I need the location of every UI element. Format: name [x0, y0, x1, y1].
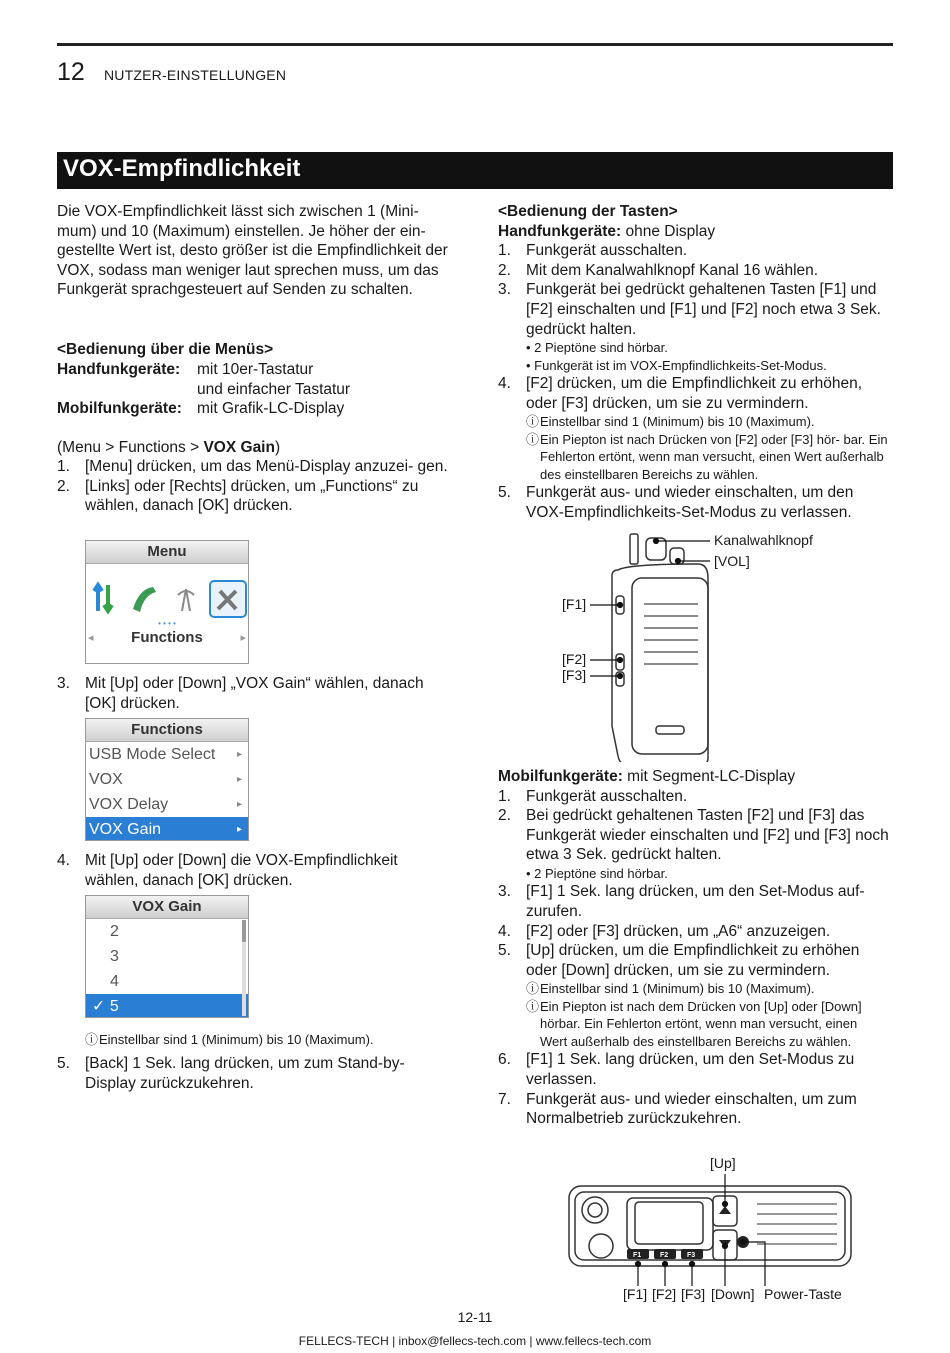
left-column: [57, 202, 449, 516]
label-up: [Up]: [710, 1155, 736, 1171]
step-number: 3.: [498, 883, 511, 901]
mobile-radio-illustration: [565, 1174, 855, 1290]
step-text: [F2] oder [F3] drücken, um „A6“ anzuzeigen.: [526, 922, 831, 940]
functions-screen-title: Functions: [86, 719, 248, 742]
note-text: Ein Piepton ist nach Drücken von [F2] oder [F3] hör- bar. Ein Fehlerton ertönt, wenn man versucht, einen Wert außerhalb des einstellbaren Bereichs zu wählen.: [540, 431, 888, 482]
hand-value-1: mit 10er-Tastatur: [197, 360, 314, 378]
label-mobile-f1: [F1]: [623, 1286, 648, 1302]
step-number: 7.: [498, 1090, 511, 1108]
right-column-top: [498, 202, 894, 523]
step-number: 1.: [498, 242, 511, 260]
step-number: 2.: [57, 477, 70, 495]
antenna-icon: [630, 534, 638, 564]
left-step-4-wrap: [57, 851, 449, 890]
info-circle-icon: ⓘ: [526, 414, 540, 430]
label-power-taste: Power-Taste: [764, 1286, 842, 1302]
section-title: VOX-Empfindlichkeit: [63, 155, 301, 182]
mobil-label: Mobilfunkgeräte:: [498, 768, 623, 785]
menu-heading: <Bedienung über die Menüs>: [57, 341, 274, 358]
hand-model-line: [498, 222, 894, 242]
label-f1: [F1]: [562, 596, 587, 612]
left-note: [85, 1031, 445, 1049]
note-text: Ein Piepton ist nach dem Drücken von [Up] oder [Down] hörbar. Ein Fehlerton ertönt, wenn man versucht, einen Wert außerhalb des einstellbaren Bereichs zu wählen.: [540, 998, 862, 1049]
step-text: [Links] oder [Rechts] drücken, um „Functions“ zu wählen, danach [OK] drücken.: [85, 477, 419, 515]
triangle-up-icon: [719, 1206, 731, 1214]
hand-label: Handfunkgeräte:: [57, 360, 181, 378]
hand-step-4: [498, 374, 894, 413]
step-text: [F1] 1 Sek. lang drücken, um den Set-Modus zu verlassen.: [526, 1051, 855, 1089]
label-vol: [VOL]: [714, 553, 750, 569]
tools-icon: [210, 581, 246, 617]
section-title-bar: [57, 152, 893, 189]
note-text: Einstellbar sind 1 (Minimum) bis 10 (Maximum).: [540, 414, 815, 430]
menu-screen-caption: Functions: [131, 629, 203, 646]
voxgain-item: 3: [110, 948, 119, 965]
functions-item-selected: [86, 817, 248, 841]
label-mobile-f3: [F3]: [681, 1286, 706, 1302]
label-mobile-down: [Down]: [711, 1286, 755, 1302]
hand-step-5: [498, 483, 894, 522]
hand-step-4-notes: [498, 413, 894, 483]
mobil-step-2: [498, 806, 894, 865]
keys-heading: <Bedienung der Tasten>: [498, 203, 678, 220]
step-text: Bei gedrückt gehaltenen Tasten [F2] und [F3] das Funkgerät wieder einschalten und [F2] und [F3] noch etwa 3 Sek. gedrückt halten.: [526, 807, 889, 864]
chapter-title: NUTZER-EINSTELLUNGEN: [104, 67, 287, 83]
left-step-4: [57, 851, 449, 890]
mic-jack-icon: [589, 1234, 613, 1258]
mobil-value: mit Segment-LC-Display: [622, 768, 796, 785]
left-step-5: [57, 1054, 449, 1093]
voxgain-item: 4: [110, 973, 119, 990]
page-number: 12-11: [457, 1309, 493, 1325]
step-text: [Up] drücken, um die Empfindlichkeit zu erhöhen oder [Down] drücken, um sie zu vermindern.: [526, 942, 860, 979]
step-number: 4.: [498, 375, 511, 393]
mobil-step-1: [498, 787, 894, 807]
step-text: [F1] 1 Sek. lang drücken, um den Set-Modus auf- zurufen.: [526, 883, 865, 921]
voxgain-item-selected: ✓ 5: [86, 994, 248, 1018]
info-circle-icon: ⓘ: [526, 998, 540, 1014]
left-step-5-wrap: [57, 1054, 449, 1093]
functions-item-label: VOX: [89, 771, 123, 788]
sort-arrows-icon: [94, 585, 112, 611]
left-step-2: [57, 477, 449, 516]
label-kanalwahlknopf: Kanalwahlknopf: [714, 532, 813, 548]
chevron-right-icon: ▸: [236, 824, 242, 835]
left-step-3: [57, 674, 449, 713]
functions-item: [86, 792, 248, 817]
menu-path-suffix: ): [274, 438, 281, 456]
antenna-icon: [178, 589, 194, 611]
voxgain-screen: [85, 895, 249, 1018]
chapter-number: 12: [57, 58, 85, 86]
step-number: 3.: [57, 675, 70, 692]
handheld-radio-illustration: [560, 530, 720, 762]
step-number: 4.: [57, 852, 70, 869]
bullet: • 2 Pieptöne sind hörbar.: [526, 340, 668, 356]
chevron-right-icon: ▸: [236, 774, 242, 785]
functions-item: [86, 742, 248, 767]
bullet: • Funkgerät ist im VOX-Empfindlichkeits-Set-Modus.: [526, 357, 827, 373]
mobil-step-6: [498, 1050, 894, 1089]
note-text: Einstellbar sind 1 (Minimum) bis 10 (Maximum).: [540, 981, 815, 997]
hand-label: Handfunkgeräte:: [498, 222, 622, 240]
right-column-mobile: [498, 767, 894, 1129]
hand-step-1: [498, 241, 894, 261]
hand-value-2: und einfacher Tastatur: [197, 380, 351, 398]
menu-screen: [85, 540, 249, 664]
chevron-right-icon: ▸: [236, 749, 242, 760]
functions-item-label: VOX Delay: [89, 796, 169, 813]
step-number: 2.: [498, 261, 511, 279]
key-label-f3: F3: [687, 1252, 696, 1259]
phone-icon: [133, 587, 156, 612]
menu-path-bold: VOX Gain: [203, 438, 275, 456]
step-number: 5.: [57, 1055, 70, 1072]
hand-value: ohne Display: [621, 222, 716, 240]
step-text: Funkgerät aus- und wieder einschalten, um zum Normalbetrieb zurückzukehren.: [526, 1090, 857, 1128]
top-rule: [57, 43, 893, 46]
mobil-value: mit Grafik-LC-Display: [197, 399, 345, 417]
mobil-label: Mobilfunkgeräte:: [57, 399, 182, 417]
step-number: 5.: [498, 484, 511, 502]
label-f3: [F3]: [562, 667, 587, 683]
step-text: [F2] drücken, um die Empfindlichkeit zu erhöhen, oder [F3] drücken, um sie zu vermindern.: [526, 375, 863, 412]
voxgain-screen-title: VOX Gain: [86, 896, 248, 919]
hand-step-2: [498, 261, 894, 281]
step-text: [Menu] drücken, um das Menü-Display anzuzei- gen.: [85, 458, 448, 476]
menu-screen-title: Menu: [86, 541, 248, 564]
info-circle-icon: ⓘ: [526, 431, 540, 447]
menu-page-dots: • • • •: [158, 619, 176, 628]
mobil-model-line: [498, 767, 894, 787]
voxgain-item: 2: [110, 923, 119, 940]
hand-step-3: [498, 280, 894, 339]
step-number: 2.: [498, 807, 511, 825]
label-f2: [F2]: [562, 651, 587, 667]
step-number: 5.: [498, 942, 511, 960]
mobil-step-3: [498, 882, 894, 921]
step-text: [Back] 1 Sek. lang drücken, um zum Stand-by- Display zurückzukehren.: [85, 1055, 405, 1092]
functions-screen: [85, 718, 249, 841]
footer-contact: FELLECS-TECH | inbox@fellecs-tech.com | www.fellecs-tech.com: [298, 1334, 652, 1348]
lcd-display: [635, 1202, 703, 1244]
left-step-1: [57, 457, 449, 477]
note-text: Einstellbar sind 1 (Minimum) bis 10 (Maximum).: [99, 1032, 374, 1047]
mobil-step-5: [498, 941, 894, 980]
right-arrow-icon: ▸: [240, 632, 246, 644]
menu-path-prefix: (Menu > Functions >: [57, 438, 204, 456]
model-table: [57, 360, 449, 419]
mobil-step-2-bullet: • 2 Pieptöne sind hörbar.: [526, 865, 668, 881]
scrollbar: [242, 920, 246, 1016]
step-text: Funkgerät bei gedrückt gehaltenen Tasten [F1] und [F2] einschalten und [F1] und [F2] noch etwa 3 Sek. gedrückt halten.: [526, 281, 881, 338]
menu-icons: [86, 575, 248, 625]
mobil-step-4: [498, 922, 894, 942]
left-step-3-wrap: [57, 674, 449, 713]
step-text: Funkgerät aus- und wieder einschalten, um den VOX-Empfindlichkeits-Set-Modus zu verlassen.: [526, 484, 854, 521]
functions-item: [86, 767, 248, 792]
functions-item-label: USB Mode Select: [89, 746, 216, 763]
label-mobile-f2: [F2]: [652, 1286, 677, 1302]
key-label-f1: F1: [633, 1252, 642, 1259]
mobil-step-5-notes: [498, 980, 894, 1050]
info-circle-icon: ⓘ: [526, 981, 540, 997]
step-number: 6.: [498, 1051, 511, 1069]
info-circle-icon: ⓘ: [85, 1032, 99, 1047]
step-text: Mit [Up] oder [Down] „VOX Gain“ wählen, danach [OK] drücken.: [85, 675, 424, 712]
hand-step-3-bullets: [498, 339, 894, 374]
step-text: Funkgerät ausschalten.: [526, 787, 688, 805]
menu-path: [57, 438, 449, 458]
mobil-step-7: [498, 1090, 894, 1129]
step-text: Mit dem Kanalwahlknopf Kanal 16 wählen.: [526, 261, 819, 279]
step-text: Funkgerät ausschalten.: [526, 242, 688, 260]
left-arrow-icon: ◂: [88, 632, 94, 644]
step-text: Mit [Up] oder [Down] die VOX-Empfindlichkeit wählen, danach [OK] drücken.: [85, 852, 398, 889]
chevron-right-icon: ▸: [236, 799, 242, 810]
step-number: 1.: [57, 458, 70, 476]
intro-text: Die VOX-Empfindlichkeit lässt sich zwischen 1 (Mini- mum) und 10 (Maximum) einstellen. Je höher der ein- gestellte Wert ist, desto größer ist die Empfindlichkeit der VOX, sodass man weniger laut sprechen muss, um das Funkgerät sprachgesteuert auf Senden zu schalten.: [57, 203, 448, 299]
step-number: 3.: [498, 281, 511, 299]
step-number: 4.: [498, 922, 511, 940]
key-label-f2: F2: [660, 1252, 669, 1259]
functions-item-label: VOX Gain: [89, 821, 162, 838]
knob-icon: [582, 1197, 608, 1223]
step-number: 1.: [498, 787, 511, 805]
